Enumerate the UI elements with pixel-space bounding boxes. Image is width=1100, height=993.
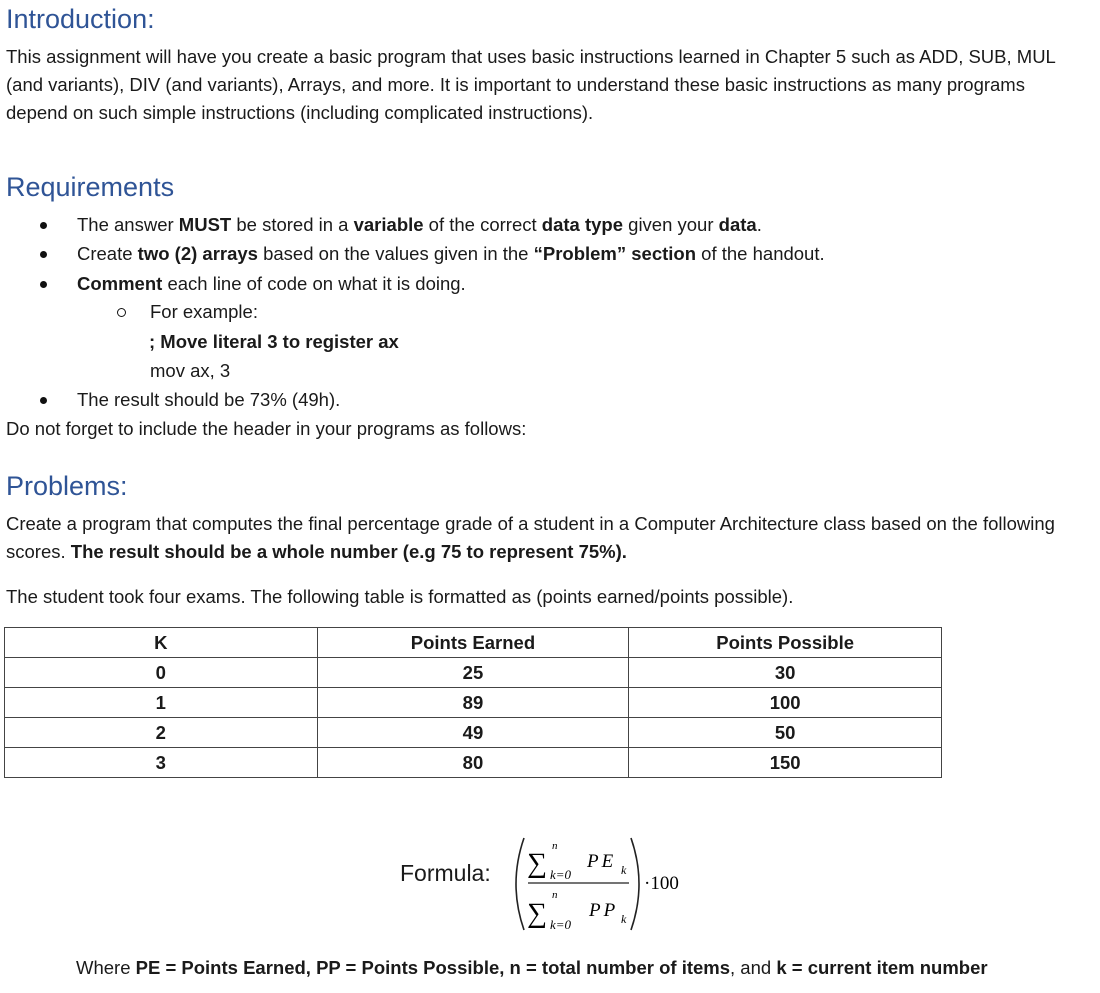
bullet-icon (40, 222, 47, 229)
lower-limit: k=0 (550, 867, 572, 882)
code-comment: ; Move literal 3 to register ax (149, 331, 399, 352)
column-header-k: K (5, 628, 318, 658)
cell-points-possible: 30 (629, 658, 942, 688)
table-row (5, 658, 942, 688)
denominator-subscript: k (621, 912, 627, 926)
sum-icon: ∑ (527, 898, 547, 929)
cell-points-possible: 50 (629, 718, 942, 748)
formula-legend: Where PE = Points Earned, PP = Points Possible, n = total number of items, and k = current item number (76, 957, 988, 978)
problem-table-intro: The student took four exams. The following table is formatted as (points earned/points possible). (6, 586, 794, 607)
requirements-heading: Requirements (6, 172, 175, 202)
cell-points-earned: 49 (317, 718, 629, 748)
numerator-pe: PE (587, 851, 617, 872)
table-row (5, 718, 942, 748)
cell-points-earned: 89 (317, 688, 629, 718)
bullet-icon (40, 397, 47, 404)
requirement-item-3: Comment each line of code on what it is doing. (77, 270, 466, 298)
right-paren (631, 838, 639, 930)
problem-description: Create a program that computes the final percentage grade of a student in a Computer Architecture class based on the following scores. The result should be a whole number (e.g 75 to represent 75%). (6, 513, 1055, 562)
cell-points-possible: 100 (629, 688, 942, 718)
sum-icon: ∑ (527, 848, 547, 879)
formula-label: Formula: (400, 860, 491, 886)
times-hundred: ·100 (644, 873, 679, 894)
cell-points-possible: 150 (629, 748, 942, 778)
requirement-item-2: Create two (2) arrays based on the values given in the “Problem” section of the handout. (77, 240, 825, 268)
numerator-subscript: k (621, 863, 627, 877)
intro-heading: Introduction: (6, 4, 155, 34)
bullet-icon (40, 251, 47, 258)
cell-k: 1 (5, 688, 318, 718)
hollow-bullet-icon (117, 308, 126, 317)
problems-heading: Problems: (6, 471, 128, 501)
upper-limit: n (552, 840, 558, 852)
cell-points-earned: 80 (317, 748, 629, 778)
column-header-points-earned: Points Earned (317, 628, 629, 658)
cell-k: 3 (5, 748, 318, 778)
bullet-icon (40, 281, 47, 288)
cell-k: 0 (5, 658, 318, 688)
scores-table (4, 627, 942, 778)
example-subitem: For example: (150, 298, 258, 326)
denominator-pp: PP (589, 900, 619, 921)
intro-text: This assignment will have you create a basic program that uses basic instructions learned in Chapter 5 such as ADD, SUB, MUL (and variants), DIV (and variants), Arrays, and more. It is important to understand these basic instructions as many programs depend on such simple instructions (including complicated instructions). (6, 46, 1056, 123)
code-line: mov ax, 3 (150, 360, 231, 381)
left-paren (516, 838, 524, 930)
table-row (5, 688, 942, 718)
table-header-row (5, 628, 942, 658)
column-header-points-possible: Points Possible (629, 628, 942, 658)
grade-formula (510, 832, 680, 936)
requirement-item-4: The result should be 73% (49h). (77, 386, 340, 414)
requirement-item-1: The answer MUST be stored in a variable of the correct data type given your data. (77, 211, 762, 239)
lower-limit: k=0 (550, 917, 572, 932)
cell-k: 2 (5, 718, 318, 748)
cell-points-earned: 25 (317, 658, 629, 688)
header-note: Do not forget to include the header in your programs as follows: (6, 418, 527, 439)
upper-limit: n (552, 889, 558, 901)
table-row (5, 748, 942, 778)
